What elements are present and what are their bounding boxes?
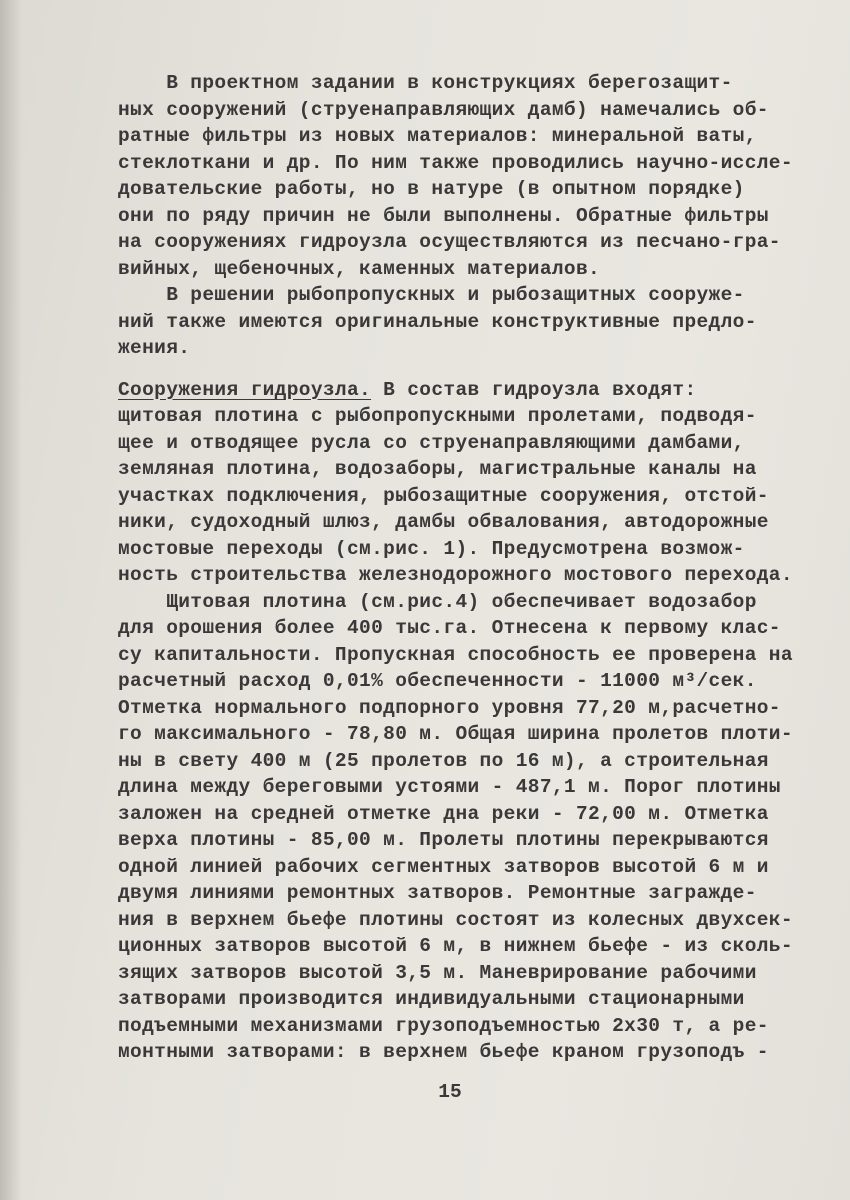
text-line: щее и отводящее русла со струенаправляющими дамбами,	[118, 431, 745, 454]
text-line: ний также имеются оригинальные конструктивные предло-	[118, 310, 757, 333]
text-line: длина между береговыми устоями - 487,1 м. Порог плотины	[118, 776, 781, 798]
section-heading-line	[118, 377, 818, 404]
text-line: В решении рыбопропускных и рыбозащитных сооруже-	[118, 284, 745, 306]
text-line: ных сооружений (струенаправляющих дамб) намечались об-	[118, 98, 769, 121]
paragraph-fish-structures	[118, 282, 818, 362]
paragraph-hydro-structures	[118, 377, 818, 589]
page-edge-shadow	[0, 0, 22, 1200]
text-line: расчетный расход 0,01% обеспеченности - 11000 м³/сек.	[118, 670, 757, 692]
text-line: щитовая плотина с рыбопропускными пролетами, подводя-	[118, 405, 757, 427]
text-line: одной линией рабочих сегментных затворов высотой 6 м и	[118, 855, 769, 878]
document-body	[118, 70, 818, 1066]
text-line: Щитовая плотина (см.рис.4) обеспечивает водозабор	[118, 590, 757, 613]
section-heading-rest: В состав гидроузла входят:	[371, 378, 697, 401]
text-line: верха плотины - 85,00 м. Пролеты плотины перекрываются	[118, 829, 769, 851]
text-line: вийных, щебеночных, каменных материалов.	[118, 257, 601, 280]
text-line: су капитальности. Пропускная способность ее проверена на	[118, 643, 793, 666]
text-line: В проектном задании в конструкциях берегозащит-	[118, 72, 733, 94]
text-line: стеклоткани и др. По ним также проводились научно-иссле-	[118, 151, 793, 174]
text-line: довательские работы, но в натуре (в опытном порядке)	[118, 178, 745, 200]
text-line: ционных затворов высотой 6 м, в нижнем бьефе - из сколь-	[118, 935, 793, 957]
text-line: подъемными механизмами грузоподъемностью 2х30 т, а ре-	[118, 1014, 769, 1037]
section-heading: Сооружения гидроузла.	[118, 378, 372, 401]
text-line: ники, судоходный шлюз, дамбы обвалования, автодорожные	[118, 511, 769, 533]
text-line: зящих затворов высотой 3,5 м. Маневрирование рабочими	[118, 961, 757, 984]
text-line: ратные фильтры из новых материалов: минеральной ваты,	[118, 125, 757, 147]
paragraph-reverse-filters	[118, 70, 818, 282]
page-number: 15	[438, 1081, 462, 1103]
text-line: го максимального - 78,80 м. Общая ширина пролетов плоти-	[118, 723, 793, 745]
text-line: земляная плотина, водозаборы, магистральные каналы на	[118, 458, 757, 480]
text-line: монтными затворами: в верхнем бьефе краном грузоподъ -	[118, 1041, 769, 1063]
text-line: ность строительства железнодорожного мостового перехода.	[118, 564, 793, 586]
text-line: для орошения более 400 тыс.га. Отнесена к первому клас-	[118, 617, 781, 639]
text-line: мостовые переходы (см.рис. 1). Предусмотрена возмож-	[118, 537, 745, 560]
text-line: двумя линиями ремонтных затворов. Ремонтные загражде-	[118, 882, 757, 904]
text-line: они по ряду причин не были выполнены. Обратные фильтры	[118, 204, 769, 227]
text-line: на сооружениях гидроузла осуществляются из песчано-гра-	[118, 231, 781, 253]
text-line: ны в свету 400 м (25 пролетов по 16 м), а строительная	[118, 749, 769, 772]
text-line: затворами производится индивидуальными стационарными	[118, 988, 745, 1010]
paragraph-shield-dam	[118, 589, 818, 1066]
text-line: участках подключения, рыбозащитные сооружения, отстой-	[118, 484, 769, 507]
text-line: ния в верхнем бьефе плотины состоят из колесных двухсек-	[118, 908, 793, 931]
text-line: жения.	[118, 337, 191, 359]
text-line: Отметка нормального подпорного уровня 77,20 м,расчетно-	[118, 696, 781, 719]
text-line: заложен на средней отметке дна реки - 72,00 м. Отметка	[118, 802, 769, 825]
